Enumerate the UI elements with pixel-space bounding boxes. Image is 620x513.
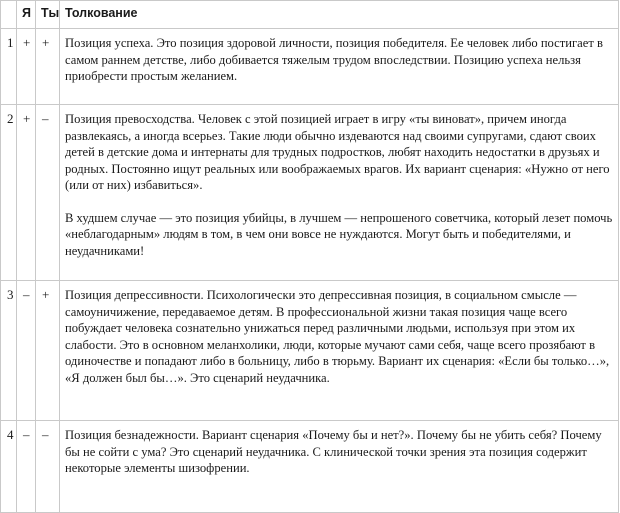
header-you: Ты [36, 1, 60, 29]
table-row [1, 421, 619, 513]
table-row [1, 29, 619, 105]
you-sign: – [36, 105, 60, 281]
meaning-cell [60, 281, 619, 421]
header-meaning: Толкование [60, 1, 619, 29]
meaning-cell [60, 421, 619, 513]
meaning-paragraph: Позиция успеха. Это позиция здоровой личности, позиция победителя. Ее человек либо постигает в самом раннем детстве, либо добивается тяжелым трудом впоследствии. Позицию успеха нельзя приобрести простым желанием. [65, 36, 603, 83]
me-sign: + [17, 105, 36, 281]
row-number: 3 [1, 281, 17, 421]
you-sign: + [36, 281, 60, 421]
table-header-row [1, 1, 619, 29]
meaning-paragraph: Позиция депрессивности. Психологически это депрессивная позиция, в социальном смысле — самоуничижение, передаваемое детям. В профессиональной жизни такая позиция чаще всего побуждает человека сознательно унижаться перед различными людьми, используя при этом их слабости. Это в основном меланхолики, люди, которые мучают сами себя, чаще всего прозябают в одиночестве и попадают либо в больницу, либо в тюрьму. Вариант их сценария: «Если бы только…», «Я должен был бы…». Это сценарий неудачника. [65, 288, 610, 385]
meaning-cell [60, 29, 619, 105]
you-sign: – [36, 421, 60, 513]
header-me: Я [17, 1, 36, 29]
meaning-paragraph: В худшем случае — это позиция убийцы, в лучшем — непрошеного советчика, который лезет помочь «неблагодарным» людям в том, в чем они вовсе не нуждаются. Могут быть и победителями, и неудачниками! [65, 210, 613, 258]
table-row [1, 105, 619, 281]
me-sign: – [17, 421, 36, 513]
meaning-cell [60, 105, 619, 281]
you-sign: + [36, 29, 60, 105]
meaning-paragraph: Позиция превосходства. Человек с этой позицией играет в игру «ты виноват», причем иногда развлекаясь, а иногда всерьез. Такие люди обычно издеваются над своими супругами, сдают своих детей в детские дома и интернаты для трудных подростков, любят находить недостатки в друзьях и родных. Постоянно ищут реальных или воображаемых врагов. Их вариант сценария: «Нужно от него (или от них) избавиться». [65, 112, 610, 192]
table-row [1, 281, 619, 421]
me-sign: + [17, 29, 36, 105]
header-number [1, 1, 17, 29]
row-number: 2 [1, 105, 17, 281]
me-sign: – [17, 281, 36, 421]
row-number: 1 [1, 29, 17, 105]
row-number: 4 [1, 421, 17, 513]
meaning-paragraph: Позиция безнадежности. Вариант сценария «Почему бы и нет?». Почему бы не убить себя? Почему бы не сойти с ума? Это сценарий неудачника. С клинической точки зрения эта позиция содержит некоторые элементы шизофрении. [65, 428, 602, 475]
